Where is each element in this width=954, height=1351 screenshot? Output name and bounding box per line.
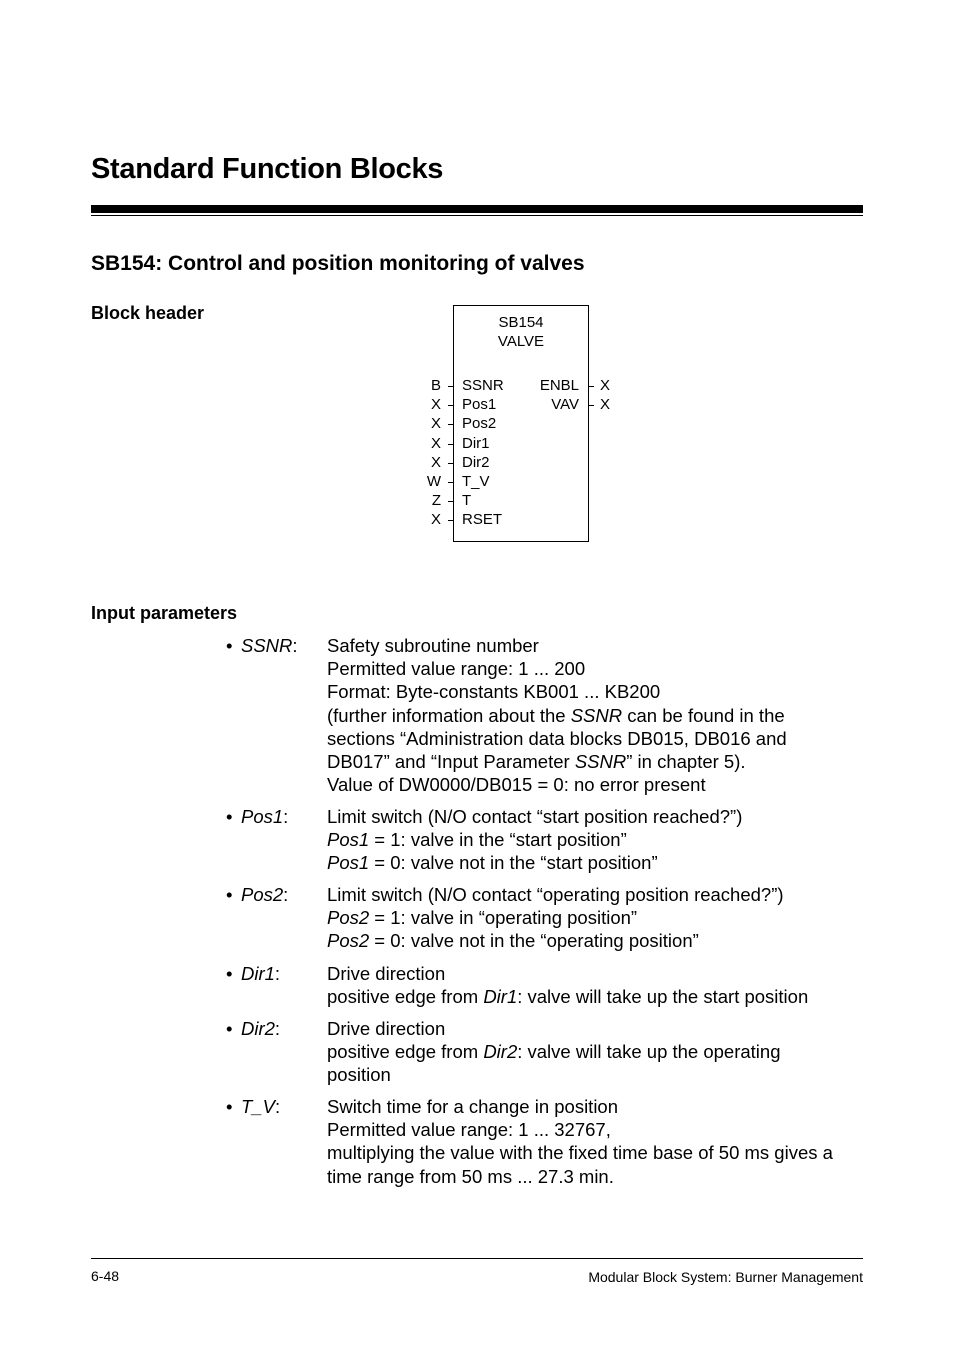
param-name-text: Dir1	[241, 963, 275, 984]
block-output-name: ENBL	[539, 377, 579, 394]
description-text: (further information about the	[327, 704, 571, 726]
description-text: time range from 50 ms ... 27.3 min.	[327, 1165, 614, 1187]
description-line	[327, 1017, 867, 1040]
block-input-name: SSNR	[462, 377, 504, 394]
block-input-connector	[448, 405, 453, 406]
description-line	[327, 750, 867, 773]
param-colon: :	[283, 884, 289, 905]
description-text: Format: Byte-constants KB001 ... KB200	[327, 681, 661, 703]
description-line	[327, 851, 867, 874]
param-name-text: Pos2	[241, 884, 284, 905]
block-output-name: VAV	[551, 396, 579, 414]
description-line	[327, 828, 867, 851]
description-text: can be found in the	[622, 704, 785, 726]
description-text: positive edge from	[327, 1041, 484, 1063]
block-input-name: RSET	[462, 511, 503, 529]
block-input-type: X	[430, 511, 441, 529]
param-colon: :	[292, 635, 298, 656]
block-input-connector	[448, 463, 453, 464]
param-reference: SSNR	[570, 704, 623, 726]
block-input-type: Z	[431, 492, 441, 510]
chapter-title: Standard Function Blocks	[91, 153, 444, 185]
param-name	[241, 962, 280, 985]
block-input-connector	[448, 520, 453, 521]
description-line	[327, 680, 867, 703]
param-colon: :	[274, 1018, 281, 1039]
description-line	[327, 805, 867, 828]
input-params-label: Input parameters	[91, 603, 238, 623]
description-line	[327, 657, 867, 680]
param-name	[241, 805, 288, 828]
param-reference: Pos1	[327, 852, 370, 874]
description-line	[327, 929, 867, 952]
page-number: 6-48	[91, 1268, 120, 1284]
param-description	[327, 1095, 867, 1188]
footer-title: Modular Block System: Burner Management	[588, 1269, 863, 1285]
param-description	[327, 805, 867, 875]
description-line	[327, 1141, 867, 1164]
param-colon: :	[274, 1096, 281, 1117]
description-text: ” in chapter 5).	[626, 751, 746, 773]
chapter-rule-thin	[91, 215, 863, 216]
bullet: •	[226, 884, 233, 905]
section-title: SB154: Control and position monitoring of valves	[91, 252, 585, 275]
description-line	[327, 773, 867, 796]
param-reference: Pos2	[327, 930, 370, 952]
block-input-name: T	[462, 492, 472, 510]
param-reference: Pos1	[327, 829, 370, 851]
description-text: Drive direction	[327, 1018, 446, 1039]
param-reference: Dir2	[483, 1041, 518, 1063]
description-line	[327, 883, 867, 906]
block-name: SB154	[498, 314, 544, 331]
param-reference: Pos2	[327, 907, 370, 929]
param-name	[241, 1017, 280, 1040]
param-description	[327, 883, 867, 953]
description-line	[327, 985, 867, 1008]
block-input-connector	[448, 501, 453, 502]
description-text: : valve will take up the start position	[517, 986, 809, 1008]
param-colon: :	[283, 806, 289, 827]
block-output-connector	[589, 386, 594, 387]
description-text: Drive direction	[327, 963, 446, 984]
block-input-type: W	[426, 473, 441, 490]
block-input-name: T_V	[462, 473, 490, 490]
block-input-type: B	[430, 377, 441, 394]
description-text: position	[327, 1064, 391, 1086]
description-text: = 0: valve not in the “start position”	[369, 852, 658, 874]
description-line	[327, 1118, 867, 1141]
bullet: •	[226, 635, 233, 656]
block-input-type: X	[430, 434, 441, 452]
param-name	[241, 883, 288, 906]
bullet: •	[226, 1096, 233, 1117]
param-name-text: T_V	[241, 1096, 275, 1117]
block-input-name: Dir1	[462, 434, 490, 452]
param-name-text: Pos1	[241, 806, 284, 827]
description-text: DB017” and “Input Parameter	[327, 751, 575, 773]
bullet: •	[226, 1018, 233, 1039]
param-reference: SSNR	[574, 751, 627, 773]
block-input-connector	[448, 482, 453, 483]
param-name	[241, 1095, 280, 1118]
block-input-name: Dir2	[462, 453, 490, 471]
chapter-rule-thick	[91, 205, 863, 213]
description-text: = 1: valve in “operating position”	[369, 907, 638, 929]
bullet: •	[226, 806, 233, 827]
description-line	[327, 1063, 867, 1086]
description-text: : valve will take up the operating	[517, 1041, 781, 1063]
description-text: Limit switch (N/O contact “operating position reached?”)	[327, 884, 784, 905]
param-description	[327, 1017, 867, 1087]
block-output-type: X	[600, 396, 611, 414]
description-line	[327, 1095, 867, 1118]
description-line	[327, 634, 867, 657]
block-input-connector	[448, 424, 453, 425]
param-description	[327, 962, 867, 1008]
description-text: = 0: valve not in the “operating position”	[369, 930, 699, 952]
param-name-text: SSNR	[241, 635, 293, 656]
block-output-connector	[589, 405, 594, 406]
bullet: •	[226, 963, 233, 984]
block-input-type: X	[430, 415, 441, 433]
param-reference: Dir1	[483, 986, 518, 1008]
block-type: VALVE	[497, 333, 545, 350]
description-text: positive edge from	[327, 986, 484, 1008]
param-name	[241, 634, 298, 657]
footer-rule	[91, 1258, 863, 1259]
description-line	[327, 1040, 867, 1063]
param-name-text: Dir2	[241, 1018, 275, 1039]
block-header-label: Block header	[91, 303, 205, 323]
description-text: Permitted value range: 1 ... 200	[327, 658, 586, 680]
description-line	[327, 962, 867, 985]
param-colon: :	[274, 963, 281, 984]
param-description	[327, 634, 867, 796]
description-text: sections “Administration data blocks DB015, DB016 and	[327, 727, 787, 749]
block-input-type: X	[430, 396, 441, 414]
description-line	[327, 727, 867, 750]
block-input-type: X	[430, 453, 441, 471]
block-input-connector	[448, 444, 453, 445]
description-line	[327, 1165, 867, 1188]
description-text: Permitted value range: 1 ... 32767,	[327, 1119, 611, 1141]
block-input-name: Pos1	[462, 396, 497, 414]
description-line	[327, 704, 867, 727]
description-text: Limit switch (N/O contact “start position reached?”)	[327, 806, 743, 827]
block-output-type: X	[600, 377, 611, 394]
description-text: Safety subroutine number	[327, 635, 539, 656]
description-text: = 1: valve in the “start position”	[369, 829, 627, 851]
block-input-connector	[448, 386, 453, 387]
description-text: Value of DW0000/DB015 = 0: no error present	[327, 774, 706, 796]
block-input-name: Pos2	[462, 415, 497, 433]
description-text: Switch time for a change in position	[327, 1096, 619, 1117]
description-line	[327, 906, 867, 929]
description-text: multiplying the value with the fixed time base of 50 ms gives a	[327, 1142, 833, 1164]
